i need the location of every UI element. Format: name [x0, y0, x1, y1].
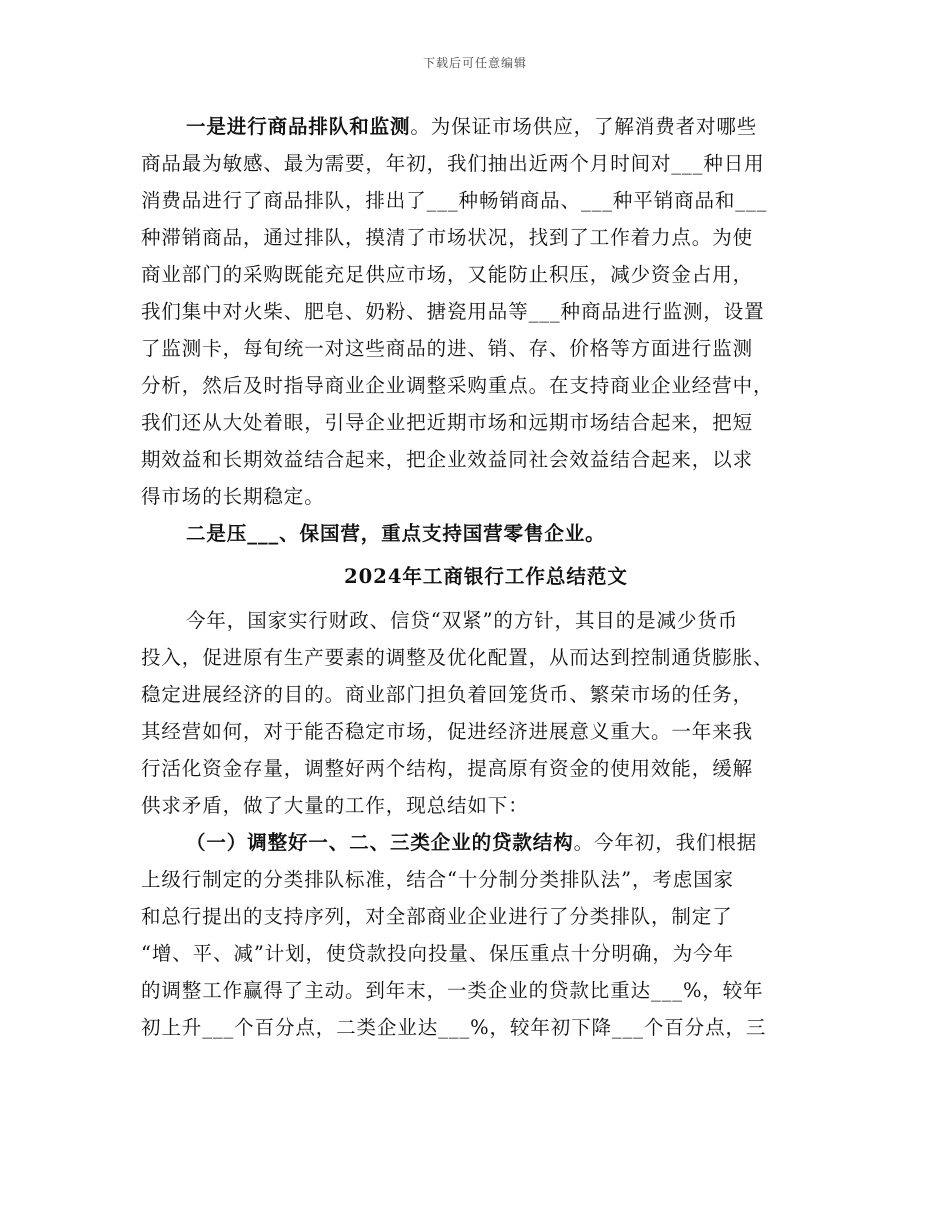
paragraph-line: 期效益和长期效益结合起来，把企业效益同社会效益结合起来，以求	[141, 448, 754, 471]
document-title: 2024年工商银行工作总结范文	[344, 565, 628, 588]
paragraph-line: 种滞销商品，通过排队，摸清了市场状况，找到了工作着力点。为使	[141, 226, 754, 249]
paragraph-line: 其经营如何，对于能否稳定市场，促进经济进展意义重大。一年来我	[141, 720, 754, 743]
paragraph-line: 商品最为敏感、最为需要，年初，我们抽出近两个月时间对___种日用	[141, 152, 765, 175]
paragraph-line: “增、平、减”计划，使贷款投向投量、保压重点十分明确，为今年	[141, 942, 734, 965]
text-run: 。为保证市场供应，了解消费者对哪些	[410, 115, 758, 138]
paragraph-line: 的调整工作赢得了主动。到年末，一类企业的贷款比重达___%，较年	[141, 979, 764, 1002]
paragraph-line: 今年，国家实行财政、信贷“双紧”的方针，其目的是减少货币	[186, 609, 739, 632]
paragraph-line: 和总行提出的支持序列，对全部商业企业进行了分类排队，制定了	[141, 905, 733, 928]
paragraph-line: 得市场的长期稳定。	[141, 485, 325, 508]
paragraph-line: 我们还从大处着眼，引导企业把近期市场和远期市场结合起来，把短	[141, 411, 754, 434]
section-one-lead: 一是进行商品排队和监测	[186, 115, 411, 138]
paragraph-line: 消费品进行了商品排队，排出了___种畅销商品、___种平销商品和___	[141, 189, 768, 212]
text-run: 。今年初，我们根据	[573, 831, 758, 854]
paragraph-line: 分析，然后及时指导商业企业调整采购重点。在支持商业企业经营中，	[141, 374, 774, 397]
paragraph-line: 初上升___个百分点，二类企业达___%，较年初下降___个百分点，三	[141, 1016, 767, 1039]
paragraph-line: 上级行制定的分类排队标准，结合“十分制分类排队法”，考虑国家	[141, 868, 734, 891]
paragraph-line: 供求矛盾，做了大量的工作，现总结如下：	[141, 794, 529, 817]
section-one-line-1	[141, 108, 831, 145]
paragraph-line: 投入，促进原有生产要素的调整及优化配置，从而达到控制通货膨胀、	[141, 646, 774, 669]
section-two-heading: 二是压___、保国营，重点支持国营零售企业。	[186, 522, 606, 545]
header-note: 下载后可任意编辑	[422, 56, 527, 70]
part-one-line-1	[141, 824, 831, 861]
document-body	[141, 108, 831, 1046]
paragraph-line: 行活化资金存量，调整好两个结构，提高原有资金的使用效能，缓解	[141, 757, 754, 780]
paragraph-line: 商业部门的采购既能充足供应市场，又能防止积压，减少资金占用，	[141, 263, 754, 286]
paragraph-line: 稳定进展经济的目的。商业部门担负着回笼货币、繁荣市场的任务，	[141, 683, 754, 706]
paragraph-line: 我们集中对火柴、肥皂、奶粉、搪瓷用品等___种商品进行监测，设置	[141, 300, 765, 323]
part-one-lead: （一）调整好一、二、三类企业的贷款结构	[186, 831, 574, 854]
paragraph-line: 了监测卡，每旬统一对这些商品的进、销、存、价格等方面进行监测	[141, 337, 754, 360]
